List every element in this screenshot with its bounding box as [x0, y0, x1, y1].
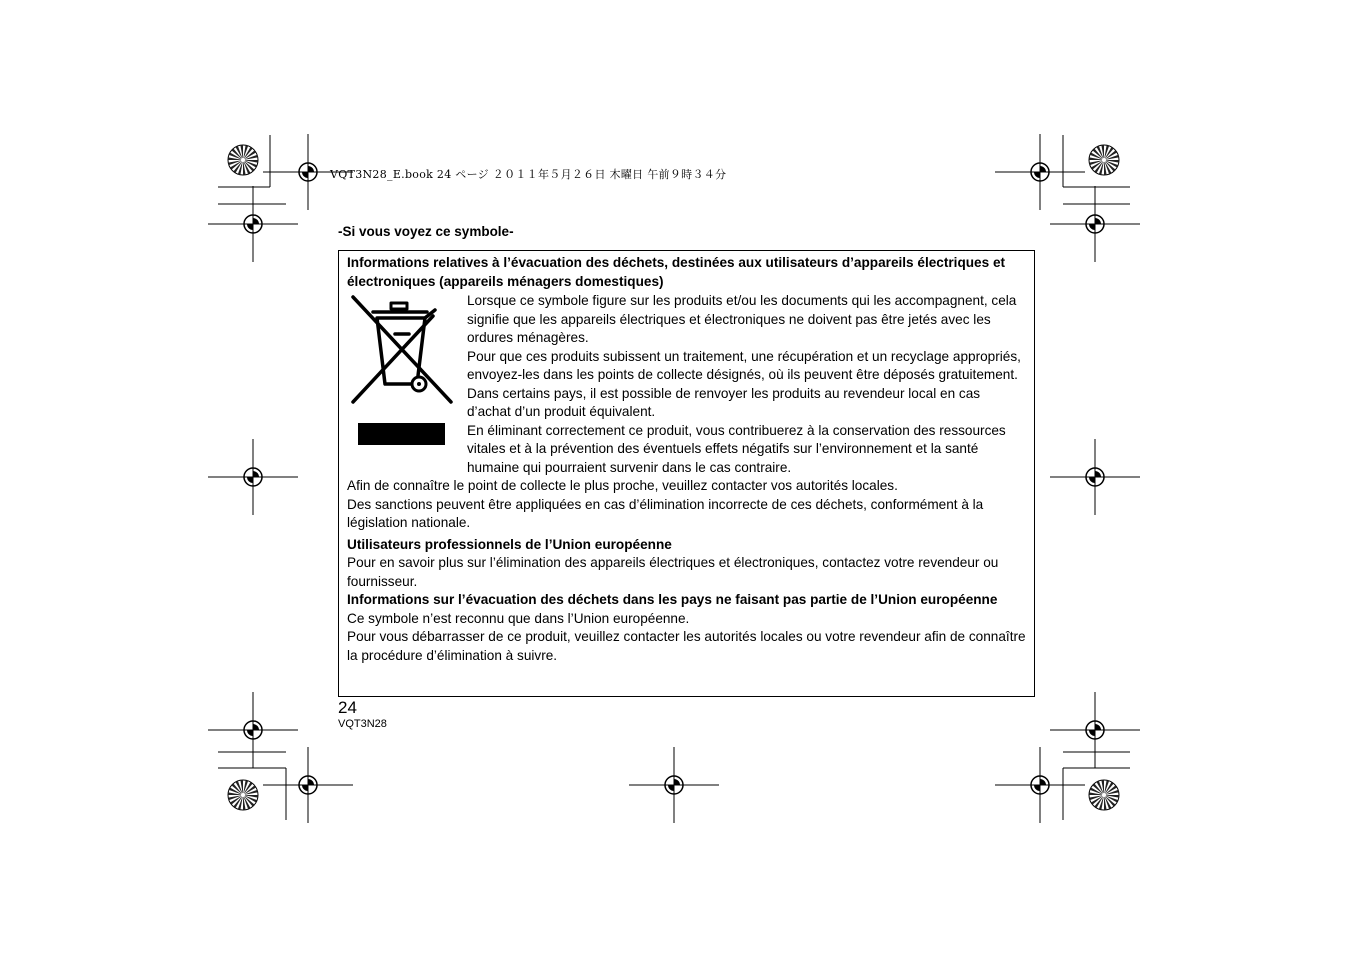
weee-notice-box: [338, 250, 1035, 697]
collect-paragraph: Afin de connaître le point de collecte le plus proche, veuillez contacter vos autorités locales.: [347, 478, 898, 493]
pro-text: Pour en savoir plus sur l’élimination des appareils électriques et électroniques, contactez votre revendeur ou fournisseur.: [347, 555, 999, 589]
registration-mark-icon: [995, 747, 1085, 823]
registration-mark-icon: [208, 186, 298, 262]
page-number: 24: [338, 698, 357, 717]
non-eu-heading: Informations sur l’évacuation des déchets dans les pays ne faisant pas partie de l’Union européenne: [347, 592, 998, 607]
color-target-icon: [1089, 145, 1119, 175]
book-header: VQT3N28_E.book 24 ページ ２０１１年５月２６日 木曜日 午前９時３４分: [330, 168, 727, 181]
registration-mark-icon: [629, 747, 719, 823]
sanctions-paragraph: Des sanctions peuvent être appliquées en cas d’élimination incorrecte de ces déchets, conformément à la législation nationale.: [347, 496, 984, 530]
registration-mark-icon: [995, 134, 1085, 210]
registration-mark-icon: [263, 747, 353, 823]
symbol-paragraph: Lorsque ce symbole figure sur les produits et/ou les documents qui les accompagnent, cela signifie que les appareils électriques et électroniques ne doivent pas être jetés avec les ordures ménagères.: [467, 293, 1017, 345]
box-heading: Informations relatives à l’évacuation des déchets, destinées aux utilisateurs d’appareils électriques et électroniques (appareils ménagers domestiques): [347, 255, 1006, 289]
symbol-row: [347, 292, 1027, 477]
registration-mark-icon: [1050, 692, 1140, 768]
pro-heading: Utilisateurs professionnels de l’Union européenne: [347, 536, 672, 552]
color-target-icon: [228, 145, 258, 175]
registration-mark-icon: [1050, 186, 1140, 262]
crossed-out-wheelie-bin-icon: [347, 292, 467, 458]
color-target-icon: [1089, 780, 1119, 810]
section-title: -Si vous voyez ce symbole-: [338, 224, 514, 239]
registration-mark-icon: [208, 692, 298, 768]
symbol-paragraph: En éliminant correctement ce produit, vous contribuerez à la conservation des ressources vitales et à la prévention des éventuels effets négatifs sur l’environnement et la santé humaine qui pourraient survenir dans le cas contraire.: [467, 422, 1006, 475]
registration-mark-icon: [1050, 439, 1140, 515]
non-eu-text: Ce symbole n’est reconnu que dans l’Union européenne.: [347, 610, 690, 626]
model-code: VQT3N28: [338, 718, 387, 730]
color-target-icon: [228, 780, 258, 810]
registration-mark-icon: [208, 439, 298, 515]
symbol-paragraph: Pour que ces produits subissent un traitement, une récupération et un recyclage appropriés, envoyez-les dans les points de collecte désignés, où ils peuvent être déposés gratuitement. Dans certains pays, il est possible de renvoyer les produits au revendeur local en cas d’achat d’un produit équivalent.: [467, 348, 1021, 419]
non-eu-text: Pour vous débarrasser de ce produit, veuillez contacter les autorités locales ou votre revendeur afin de connaître la procédure d’élimination à suivre.: [347, 629, 1026, 663]
